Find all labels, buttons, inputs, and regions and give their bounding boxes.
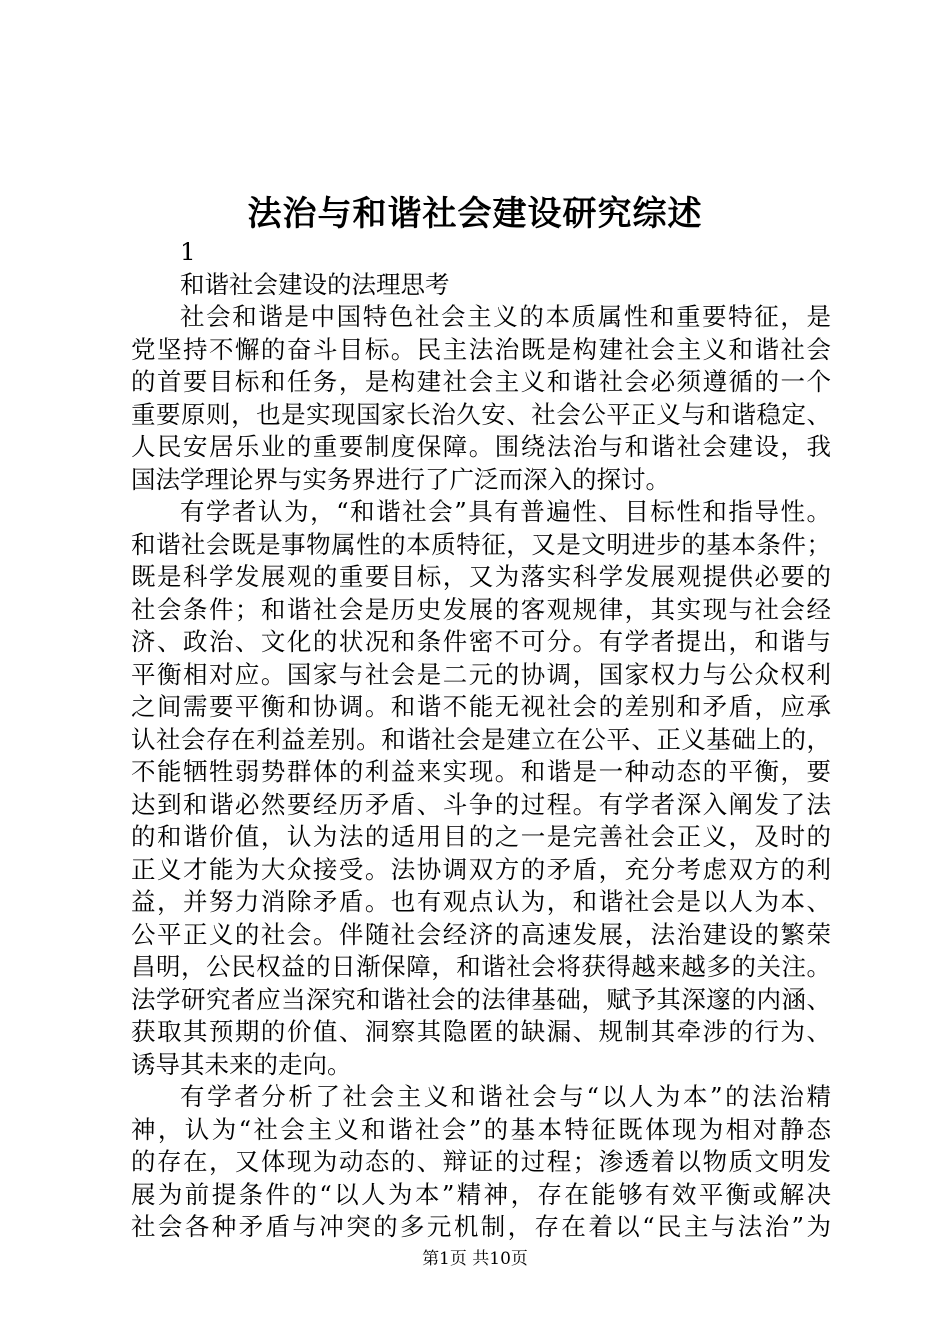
body-line: 国法学理论界与实务界进行了广泛而深入的探讨。 [131,464,670,494]
page-footer: 第1页 共10页 [422,1249,528,1269]
body-line: 正义才能为大众接受。法协调双方的矛盾，充分考虑双方的利 [131,854,831,884]
body-line: 的存在，又体现为动态的、辩证的过程；渗透着以物质文明发 [131,1147,831,1176]
body-line: 诱导其未来的走向。 [131,1049,352,1079]
body-line: 党坚持不懈的奋斗目标。民主法治既是构建社会主义和谐社会 [131,334,831,364]
body-line: 获取其预期的价值、洞察其隐匿的缺漏、规制其牵涉的行为、 [131,1017,831,1046]
document-body [131,236,831,1244]
body-line: 昌明，公民权益的日渐保障，和谐社会将获得越来越多的关注。 [131,952,831,981]
body-line: 公平正义的社会。伴随社会经济的高速发展，法治建设的繁荣 [131,919,831,949]
body-line: 有学者认为，“和谐社会”具有普遍性、目标性和指导性。 [180,497,831,526]
section-number: 1 [180,237,196,266]
body-line: 的和谐价值，认为法的适用目的之一是完善社会正义，及时的 [131,822,831,851]
body-line: 有学者分析了社会主义和谐社会与“以人为本”的法治精 [180,1082,831,1111]
body-line: 达到和谐必然要经历矛盾、斗争的过程。有学者深入阐发了法 [131,789,831,819]
body-line: 神，认为“社会主义和谐社会”的基本特征既体现为相对静态 [131,1114,831,1144]
body-line: 人民安居乐业的重要制度保障。围绕法治与和谐社会建设，我 [131,432,831,461]
body-line: 展为前提条件的“以人为本”精神，存在能够有效平衡或解决 [131,1179,831,1209]
body-line: 之间需要平衡和协调。和谐不能无视社会的差别和矛盾，应承 [131,692,831,721]
body-line: 社会各种矛盾与冲突的多元机制，存在着以“民主与法治”为 [131,1212,831,1241]
body-line: 社会条件；和谐社会是历史发展的客观规律，其实现与社会经 [131,594,831,624]
body-line: 法学研究者应当深究和谐社会的法律基础，赋予其深邃的内涵、 [131,984,831,1014]
body-line: 社会和谐是中国特色社会主义的本质属性和重要特征，是 [180,302,831,331]
body-line: 重要原则，也是实现国家长治久安、社会公平正义与和谐稳定、 [131,399,831,429]
body-line: 认社会存在利益差别。和谐社会是建立在公平、正义基础上的， [131,724,831,754]
section-heading: 和谐社会建设的法理思考 [180,269,450,299]
body-line: 平衡相对应。国家与社会是二元的协调，国家权力与公众权利 [131,659,831,689]
body-line: 既是科学发展观的重要目标，又为落实科学发展观提供必要的 [131,562,831,591]
body-line: 济、政治、文化的状况和条件密不可分。有学者提出，和谐与 [131,627,831,656]
body-line: 和谐社会既是事物属性的本质特征，又是文明进步的基本条件； [131,529,831,559]
body-line: 不能牺牲弱势群体的利益来实现。和谐是一种动态的平衡，要 [131,757,831,786]
body-line: 益，并努力消除矛盾。也有观点认为，和谐社会是以人为本、 [131,887,831,916]
body-line: 的首要目标和任务，是构建社会主义和谐社会必须遵循的一个 [131,367,831,396]
document-title: 法治与和谐社会建设研究综述 [247,194,703,234]
